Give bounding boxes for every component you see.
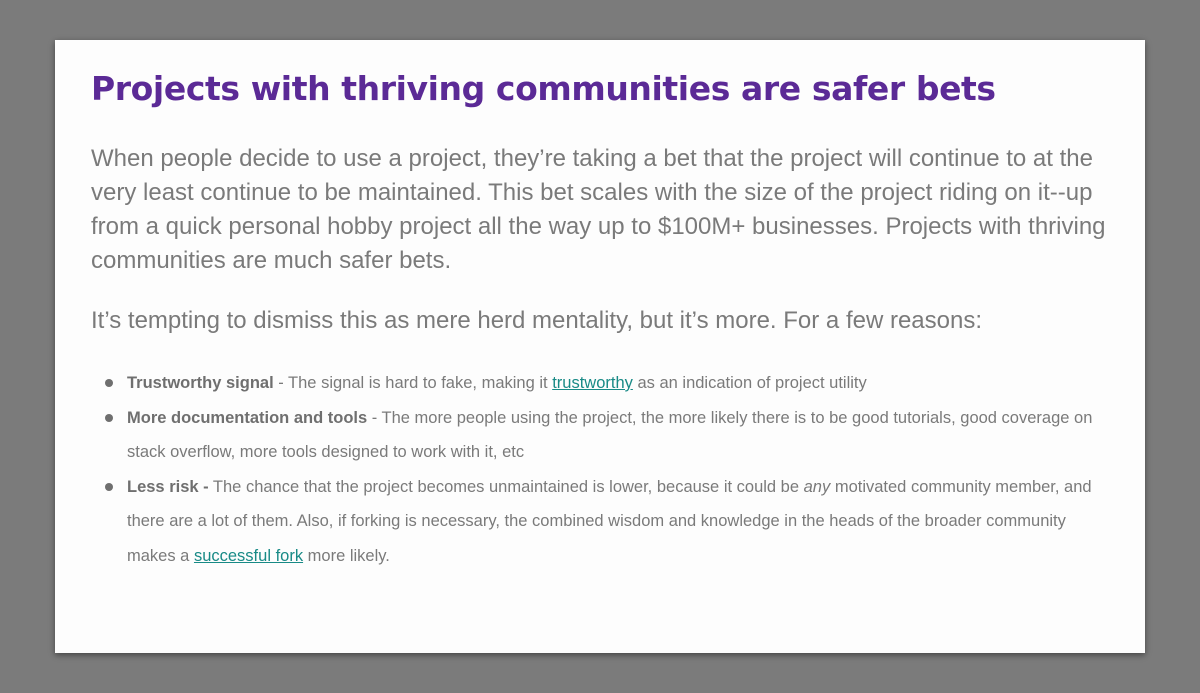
- bullet-text: more likely.: [303, 546, 390, 565]
- bullet-icon: [105, 379, 113, 387]
- bullet-heading: Trustworthy signal: [127, 374, 274, 392]
- bullet-text: motivated community member, and there are a lot of them. Also, if forking is necessary, the combined wisdom and knowledge in the heads of the broader community makes a: [127, 477, 1092, 565]
- bullet-text: - The signal is hard to fake, making it: [273, 374, 553, 392]
- intro-paragraph: When people decide to use a project, they’re taking a bet that the project will continue to at the very least continue to be maintained. This bet scales with the size of the project riding on it--up from a quick personal hobby project all the way up to $100M+ businesses. Projects with thriving communities are much safer bets.: [91, 145, 1106, 274]
- bullet-text: as an indication of project utility: [632, 374, 867, 392]
- list-item: [127, 401, 1109, 470]
- bullet-heading: More documentation and tools: [127, 408, 368, 427]
- list-item: [127, 366, 1109, 401]
- reasons-paragraph: It’s tempting to dismiss this as mere herd mentality, but it’s more. For a few reasons:: [91, 307, 983, 334]
- bullet-icon: [105, 414, 113, 422]
- successful-fork-link[interactable]: successful fork: [193, 546, 304, 565]
- bullet-text: - The more people using the project, the more likely there is to be good tutorials, good coverage on stack overflow, more tools designed to work with it, etc: [127, 408, 1093, 461]
- reasons-list: [91, 366, 1109, 573]
- bullet-heading: Less risk -: [127, 477, 209, 496]
- slide: [55, 40, 1145, 653]
- slide-title: Projects with thriving communities are safer bets: [91, 69, 996, 108]
- bullet-icon: [105, 483, 113, 491]
- list-item: [127, 470, 1109, 574]
- bullet-emphasis: any: [803, 477, 831, 496]
- trustworthy-link[interactable]: trustworthy: [552, 374, 633, 392]
- bullet-text: The chance that the project becomes unmaintained is lower, because it could be: [208, 477, 804, 496]
